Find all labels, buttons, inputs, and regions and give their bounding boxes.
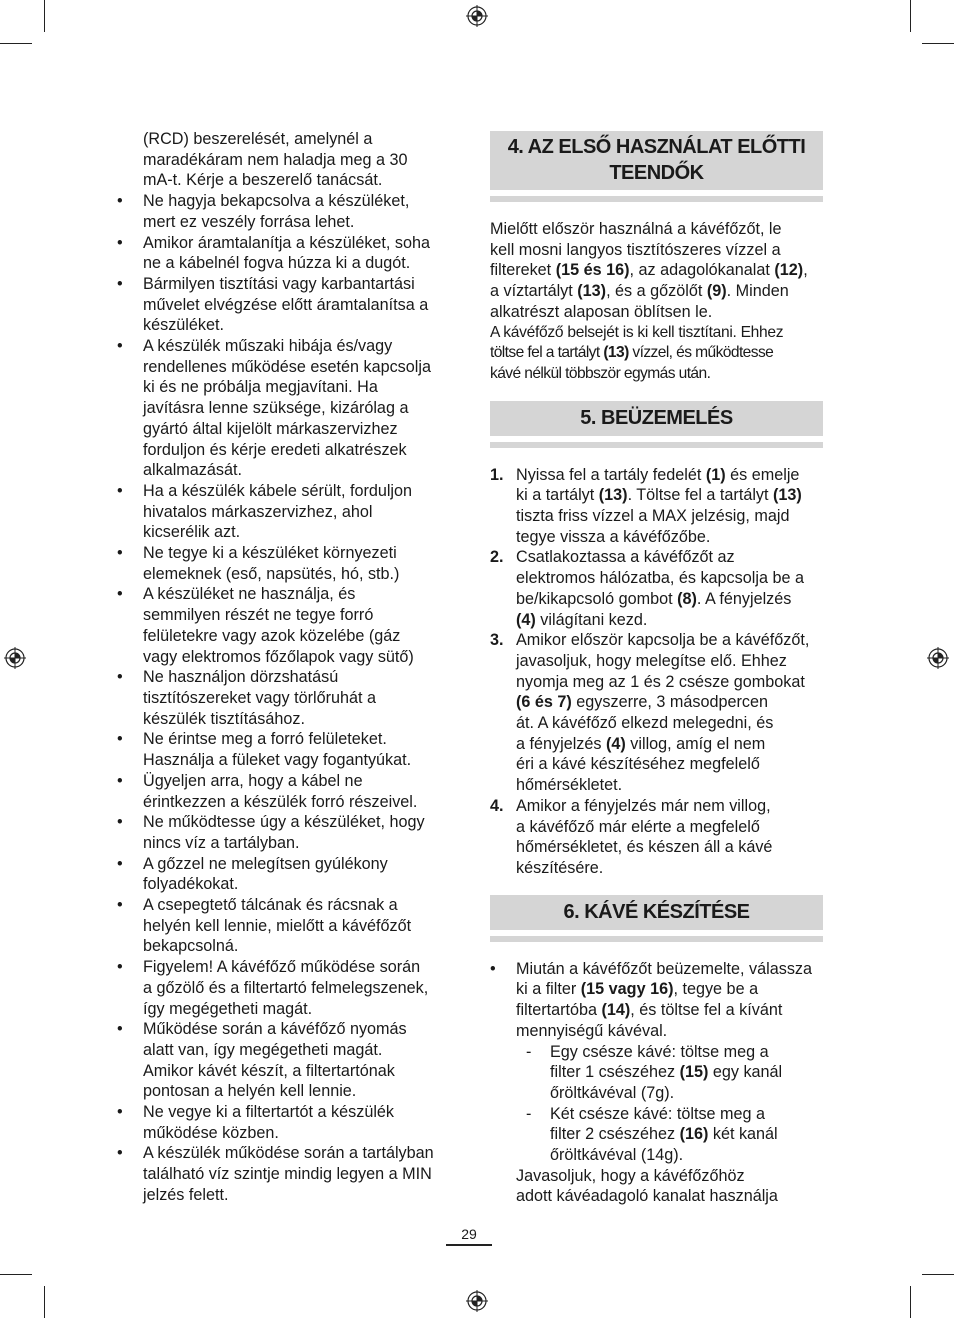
text-run: villog, amíg el nem (625, 734, 766, 753)
section-4-title-line2: TEENDŐK (490, 160, 823, 186)
text-line: semmilyen részét ne tegye forró (143, 606, 374, 625)
text-line: A készülék műszaki hibája és/vagy (143, 337, 393, 356)
text-line: jelzés felett. (143, 1185, 229, 1204)
text-line (516, 837, 823, 858)
section-divider (490, 196, 823, 202)
section-4-title-line1: 4. AZ ELSŐ HASZNÁLAT ELŐTTI (490, 134, 823, 160)
registration-mark-icon (927, 647, 949, 669)
safety-item (117, 481, 457, 543)
text-run: . A fényjelzés (696, 589, 792, 608)
text-line (516, 485, 823, 506)
rcd-intro-text (117, 129, 457, 191)
text-line: ki és ne próbálja megjavítani. Ha (143, 378, 378, 397)
section-6-title: 6. KÁVÉ KÉSZÍTÉSE (490, 899, 823, 925)
bullet-dot: • (117, 958, 123, 977)
text-line: a gőzölő és a filtertartó felmelegszenek, (143, 978, 429, 997)
text-line (516, 979, 823, 1000)
bullet-dot: • (117, 771, 123, 790)
text-line: Javasoljuk, hogy a kávéfőzőhöz (516, 1166, 745, 1185)
safety-item (117, 895, 457, 957)
part-ref: (13) (773, 486, 802, 505)
text-run: Miután a kávéfőzőt beüzemelte, válassza (516, 959, 813, 978)
text-line (516, 713, 823, 734)
text-run: , (803, 261, 808, 280)
text-run: Csatlakoztassa a kávéfőzőt az (516, 548, 735, 567)
bullet-dot: • (117, 585, 123, 604)
text-line: Amikor kávét készít, a filtertartónak (143, 1061, 395, 1080)
safety-item (117, 1019, 457, 1102)
text-line: Ne vegye ki a filtertartót a készülék (143, 1103, 395, 1122)
bullet-dot: • (117, 192, 123, 211)
part-ref: (6 és 7) (516, 693, 572, 712)
text-run: hőmérsékletet. (516, 776, 623, 795)
right-column (490, 131, 823, 1207)
text-line: Amikor áramtalanítja a készüléket, soha (143, 233, 431, 252)
section-divider (490, 936, 823, 942)
crop-mark (910, 1286, 911, 1318)
text-line: alkatrészt alaposan öblítsen le. (490, 302, 713, 321)
safety-item (117, 584, 457, 667)
text-run: tegye vissza a kávéfőzőbe. (516, 527, 711, 546)
safety-item (117, 771, 457, 812)
text-line (516, 1021, 823, 1042)
text-line: ne a kábelnél fogva húzza ki a dugót. (143, 254, 411, 273)
text-run: mennyiségű kávéval. (516, 1021, 668, 1040)
safety-item (117, 729, 457, 770)
text-line: Ne érintse meg a forró felületeket. (143, 730, 387, 749)
text-line (516, 796, 823, 817)
bullet-dot: • (117, 233, 123, 252)
step-item (490, 465, 823, 548)
text-line: Működése során a kávéfőző nyomás (143, 1020, 407, 1039)
bullet-dot: • (117, 337, 123, 356)
text-line: maradékáram nem haladja meg a 30 (143, 150, 408, 169)
text-line: javításra lenne szüksége, kizárólag a (143, 399, 409, 418)
text-run: tiszta friss vízzel a MAX jelzésig, majd (516, 507, 790, 526)
text-line (550, 1145, 823, 1166)
text-line (490, 260, 823, 281)
crop-mark (0, 43, 32, 44)
text-line: Ne tegye ki a készüléket környezeti (143, 544, 397, 563)
text-line: Ne működtesse úgy a készüléket, hogy (143, 813, 425, 832)
text-run: készítésére. (516, 858, 604, 877)
text-line (516, 465, 823, 486)
text-line (550, 1042, 823, 1063)
text-line (516, 817, 823, 838)
text-line (550, 1104, 823, 1125)
part-ref: (12) (774, 261, 804, 280)
text-line: működése közben. (143, 1123, 279, 1142)
safety-item (117, 667, 457, 729)
safety-bullet-list (117, 191, 457, 1205)
text-line: A készülék működése során a tartályban (143, 1144, 434, 1163)
text-line: adott kávéadagoló kanalat használja (516, 1187, 778, 1206)
safety-item (117, 191, 457, 232)
text-line: Használja a füleket vagy fogantyúkat. (143, 751, 412, 770)
text-line: elemeknek (eső, napsütés, hó, stb.) (143, 564, 400, 583)
part-ref: (16) (679, 1125, 709, 1144)
step-item (490, 796, 823, 879)
text-line: művelet elvégzése előtt áramtalanítsa a (143, 295, 429, 314)
left-column (117, 129, 457, 1206)
text-line: nincs víz a tartályban. (143, 833, 300, 852)
text-line: Ne hagyja bekapcsolva a készüléket, (143, 192, 410, 211)
text-line (490, 281, 823, 302)
text-run: és emelje (725, 465, 800, 484)
text-run: ki a filter (516, 980, 581, 999)
text-line: helyén kell lennie, mielőtt a kávéfőzőt (143, 916, 412, 935)
bullet-dot: • (117, 544, 123, 563)
text-run: egyszerre, 3 másodpercen (571, 693, 768, 712)
safety-item (117, 336, 457, 481)
bullet-dot: • (117, 1103, 123, 1122)
text-line (516, 1000, 823, 1021)
registration-mark-icon (466, 1290, 488, 1312)
text-run: Amikor a fényjelzés már nem villog, (516, 796, 771, 815)
text-run: hőmérsékletet, és készen áll a kávé (516, 838, 773, 857)
bullet-dot: • (117, 730, 123, 749)
text-line (490, 343, 823, 364)
text-run: nyomja meg az 1 és 2 csésze gombokat (516, 672, 805, 691)
safety-item (117, 1102, 457, 1143)
text-run: elektromos hálózatba, és kapcsolja be a (516, 569, 804, 588)
text-line: mert ez veszély forrása lehet. (143, 212, 355, 231)
bullet-dot: • (117, 1020, 123, 1039)
registration-mark-icon (466, 5, 488, 27)
text-line: Ne használjon dörzshatású (143, 668, 339, 687)
bullet-dot: • (490, 959, 496, 978)
text-line: így megégetheti magát. (143, 999, 313, 1018)
text-run: be/kikapcsoló gombot (516, 589, 678, 608)
text-run: . Töltse fel a tartályt (627, 486, 774, 505)
section-6-tail (490, 1166, 823, 1207)
text-line: készülék tisztításához. (143, 709, 305, 728)
text-line: folyadékokat. (143, 875, 239, 894)
safety-item (117, 274, 457, 336)
bullet-dot: • (117, 668, 123, 687)
text-line: (RCD) beszerelését, amelynél a (143, 130, 373, 148)
text-run: ki a tartályt (516, 486, 599, 505)
crop-mark (44, 0, 45, 32)
text-line (516, 630, 823, 651)
step-number: 4. (490, 796, 504, 815)
text-run: töltse fel a tartályt (490, 344, 604, 362)
section-5-steps (490, 465, 823, 879)
text-run: egy kanál (708, 1063, 783, 1082)
text-line: hivatalos márkaszervizhez, ahol (143, 502, 373, 521)
text-line: A csepegtető tálcának és rácsnak a (143, 896, 398, 915)
bullet-dot: • (117, 481, 123, 500)
crop-mark (44, 1286, 45, 1318)
bullet-dot: • (117, 274, 123, 293)
list-item (490, 959, 823, 1042)
text-run: őröltkávéval (7g). (550, 1083, 675, 1102)
registration-mark-icon (4, 647, 26, 669)
safety-item (117, 854, 457, 895)
text-run: filtertartóba (516, 1001, 602, 1020)
text-line (516, 547, 823, 568)
text-line (516, 610, 823, 631)
text-run: Egy csésze kávé: töltse meg a (550, 1042, 769, 1061)
text-line: tisztítószereket vagy törlőruhát a (143, 688, 377, 707)
part-ref: (15 vagy 16) (580, 980, 674, 999)
text-run: át. A kávéfőző elkezd melegedni, és (516, 714, 774, 733)
crop-mark (922, 1274, 954, 1275)
text-line: található víz szintje mindig legyen a MIN (143, 1165, 432, 1184)
safety-item (117, 957, 457, 1019)
text-line (516, 672, 823, 693)
text-run: a fényjelzés (516, 734, 606, 753)
text-line: forduljon és kérje eredeti alkatrészek (143, 440, 407, 459)
part-ref: (14) (601, 1001, 631, 1020)
part-ref: (4) (605, 734, 626, 753)
part-ref: (8) (677, 589, 697, 608)
safety-item (117, 1143, 457, 1205)
text-run: vízzel, és működtesse (628, 344, 774, 362)
text-run: , az adagolókanalat (629, 261, 775, 280)
text-line: érintkezzen a készülék forró részeivel. (143, 792, 418, 811)
crop-mark (910, 0, 911, 32)
text-line: rendellenes működése esetén kapcsolja (143, 357, 431, 376)
text-line: kávé nélkül többször egymás után. (490, 364, 711, 382)
text-line (516, 754, 823, 775)
text-line: Mielőtt először használná a kávéfőzőt, le (490, 220, 782, 238)
text-line (516, 651, 823, 672)
text-line (516, 734, 823, 755)
text-line (516, 775, 823, 796)
step-item (490, 547, 823, 630)
text-run: . Minden (726, 282, 789, 301)
part-ref: (4) (516, 610, 536, 629)
text-line (516, 527, 823, 548)
section-4-header (490, 131, 823, 190)
step-number: 2. (490, 548, 504, 567)
text-run: filter 2 csészéhez (550, 1125, 680, 1144)
text-line: gyártó által kijelölt márkaszervizhez (143, 419, 398, 438)
text-line: Bármilyen tisztítási vagy karbantartási (143, 274, 415, 293)
section-5-title: 5. BEÜZEMELÉS (490, 405, 823, 431)
text-run: , és a gőzölőt (606, 282, 707, 301)
text-line: alatt van, így megégetheti magát. (143, 1040, 383, 1059)
part-ref: (1) (705, 465, 726, 484)
text-line: alkalmazását. (143, 461, 242, 480)
part-ref: (13) (603, 344, 629, 362)
text-line (516, 858, 823, 879)
part-ref: (13) (598, 486, 628, 505)
section-6-bullet (490, 959, 823, 1042)
dash-marker: - (526, 1042, 532, 1061)
part-ref: (9) (706, 282, 727, 301)
text-run: , tegye be a (673, 980, 759, 999)
text-line: A gőzzel ne melegítsen gyúlékony (143, 854, 388, 873)
text-run: javasoljuk, hogy melegítse elő. Ehhez (516, 651, 787, 670)
text-line: Ügyeljen arra, hogy a kábel ne (143, 771, 363, 790)
safety-item (117, 812, 457, 853)
part-ref: (15) (679, 1063, 709, 1082)
text-line: vagy elektromos főzőlapok vagy sütő) (143, 647, 414, 666)
text-line: Figyelem! A kávéfőző működése során (143, 958, 421, 977)
text-run: Két csésze kávé: töltse meg a (550, 1104, 766, 1123)
text-line: Ha a készülék kábele sérült, forduljon (143, 481, 413, 500)
text-run: , és töltse fel a kívánt (630, 1001, 783, 1020)
step-item (490, 630, 823, 796)
text-line (550, 1083, 823, 1104)
section-6-header (490, 895, 823, 930)
text-line (516, 692, 823, 713)
part-ref: (13) (577, 282, 607, 301)
safety-item (117, 543, 457, 584)
text-run: Nyissa fel a tartály fedelét (516, 465, 706, 484)
text-line (550, 1062, 823, 1083)
crop-mark (922, 43, 954, 44)
step-number: 1. (490, 465, 504, 484)
text-run: filtereket (490, 261, 556, 280)
page-number: 29 (446, 1226, 492, 1246)
text-run: a víztartályt (490, 282, 578, 301)
text-line: A kávéfőző belsejét is ki kell tisztítani. Ehhez (490, 323, 784, 341)
text-line (516, 589, 823, 610)
dose-item (526, 1104, 823, 1166)
text-run: világítani kezd. (535, 610, 648, 629)
text-run: a kávéfőző már elérte a megfelelő (516, 817, 760, 836)
bullet-dot: • (117, 813, 123, 832)
text-line (516, 506, 823, 527)
crop-mark (0, 1274, 32, 1275)
section-6-body (490, 959, 823, 1207)
section-4-body (490, 219, 823, 385)
text-line (516, 959, 823, 980)
text-line: mA-t. Kérje a beszerelő tanácsát. (143, 171, 383, 190)
text-line: felületekre vagy azok közelébe (gáz (143, 626, 401, 645)
text-run: éri a kávé készítéséhez megfelelő (516, 755, 760, 774)
text-line (550, 1124, 823, 1145)
bullet-dot: • (117, 854, 123, 873)
section-5-header (490, 401, 823, 436)
dash-marker: - (526, 1104, 532, 1123)
text-run: filter 1 csészéhez (550, 1063, 680, 1082)
step-number: 3. (490, 631, 504, 650)
text-run: Amikor először kapcsolja be a kávéfőzőt, (516, 631, 810, 650)
text-run: két kanál (708, 1125, 778, 1144)
text-line (516, 568, 823, 589)
section-6-dash-list (490, 1042, 823, 1166)
section-divider (490, 442, 823, 448)
text-line: pontosan a helyén kell lennie. (143, 1082, 357, 1101)
text-line: bekapcsolná. (143, 937, 239, 956)
text-run: őröltkávéval (14g). (550, 1146, 684, 1165)
text-line: kicserélik azt. (143, 523, 241, 542)
text-line: A készüléket ne használja, és (143, 585, 356, 604)
dose-item (526, 1042, 823, 1104)
bullet-dot: • (117, 896, 123, 915)
part-ref: (15 és 16) (555, 261, 630, 280)
bullet-dot: • (117, 1144, 123, 1163)
text-line: kell mosni langyos tisztítószeres vízzel a (490, 240, 781, 259)
text-line: készüléket. (143, 316, 224, 335)
safety-item (117, 233, 457, 274)
